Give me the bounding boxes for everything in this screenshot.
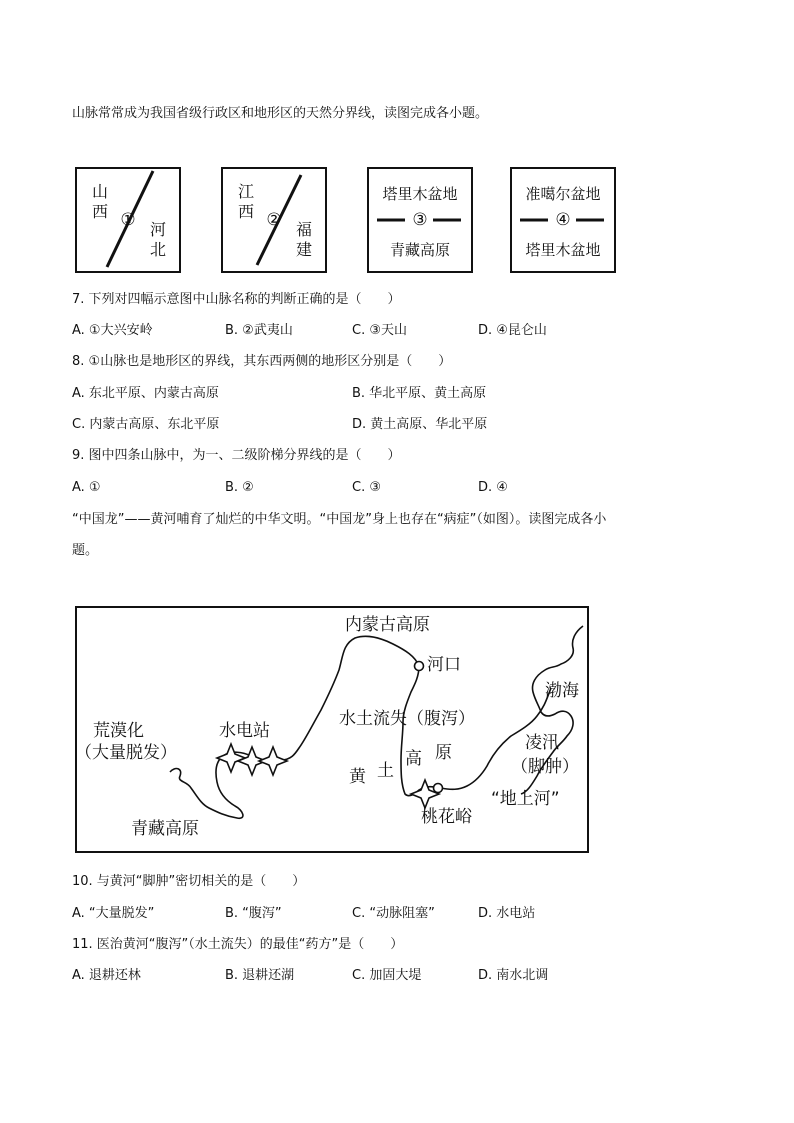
q10-option-d[interactable]: D. 水电站 [478, 906, 536, 921]
intro-paragraph-1: 山脉常常成为我国省级行政区和地形区的天然分界线，读图完成各小题。 [72, 106, 489, 121]
label-desert-2: （大量脱发） [75, 743, 177, 763]
label-num-1: ① [120, 210, 136, 230]
q8-option-d[interactable]: D. 黄土高原、华北平原 [352, 417, 488, 432]
map-frame [76, 607, 588, 852]
q11-option-a[interactable]: A. 退耕还林 [72, 968, 141, 983]
label-hekou: 河口 [427, 655, 461, 675]
label-hebei-1: 河 [149, 220, 166, 239]
q9-option-d[interactable]: D. ④ [478, 480, 508, 495]
q10-option-b[interactable]: B. “腹泻” [225, 906, 282, 921]
label-loess-3: 高 [405, 749, 422, 769]
hekou-marker [415, 662, 424, 671]
question-9-stem: 9. 图中四条山脉中，为一、二级阶梯分界线的是（ ） [72, 448, 401, 463]
label-junggar-top: 准噶尔盆地 [525, 185, 601, 203]
label-loess-2: 土 [377, 761, 394, 781]
q11-option-d[interactable]: D. 南水北调 [478, 968, 549, 983]
label-shanxi-2: 西 [91, 202, 108, 221]
q9-option-a[interactable]: A. ① [72, 480, 101, 495]
label-num-2: ② [266, 210, 282, 230]
label-desert-1: 荒漠化 [93, 721, 144, 741]
label-above-river: “地上河” [491, 789, 560, 809]
label-fujian-2: 建 [295, 240, 312, 259]
label-soil-loss: 水土流失（腹泻） [339, 709, 475, 729]
label-loess-4: 原 [435, 743, 452, 763]
question-7-stem: 7. 下列对四幅示意图中山脉名称的判断正确的是（ ） [72, 292, 401, 307]
q7-option-d[interactable]: D. ④昆仑山 [478, 323, 547, 338]
diagram-box-1 [75, 167, 181, 273]
label-fujian-1: 福 [295, 220, 312, 239]
q8-option-a[interactable]: A. 东北平原、内蒙古高原 [72, 386, 219, 401]
q8-option-b[interactable]: B. 华北平原、黄土高原 [352, 386, 487, 401]
label-qinghai-tibet-bottom: 青藏高原 [389, 241, 450, 259]
label-loess-1: 黄 [349, 767, 366, 787]
q10-option-a[interactable]: A. “大量脱发” [72, 906, 155, 921]
q7-option-b[interactable]: B. ②武夷山 [225, 323, 293, 338]
q11-option-b[interactable]: B. 退耕还湖 [225, 968, 295, 983]
label-bohai: 渤海 [545, 681, 579, 701]
label-inner-mongolia: 内蒙古高原 [345, 615, 430, 635]
intro-paragraph-2-line-1: “中国龙”——黄河哺育了灿烂的中华文明。“中国龙”身上也存在“病症”（如图）。读图完成各小 [72, 512, 607, 527]
q7-option-a[interactable]: A. ①大兴安岭 [72, 323, 153, 338]
label-ice-1: 凌汛 [525, 733, 559, 753]
q9-option-b[interactable]: B. ② [225, 480, 254, 495]
question-10-stem: 10. 与黄河“脚肿”密切相关的是（ ） [72, 874, 306, 889]
label-hydro: 水电站 [219, 721, 270, 741]
q11-option-c[interactable]: C. 加固大堤 [352, 968, 422, 983]
label-jiangxi-1: 江 [237, 182, 254, 201]
label-num-3: ③ [412, 210, 428, 230]
q8-option-c[interactable]: C. 内蒙古高原、东北平原 [72, 417, 220, 432]
q9-option-c[interactable]: C. ③ [352, 480, 381, 495]
intro-paragraph-2-line-2: 题。 [72, 543, 99, 558]
question-8-stem: 8. ①山脉也是地形区的界线，其东西两侧的地形区分别是（ ） [72, 354, 452, 369]
diagram-box-2 [221, 167, 327, 273]
label-jiangxi-2: 西 [237, 202, 254, 221]
q7-option-c[interactable]: C. ③天山 [352, 323, 407, 338]
diagram-box-4 [510, 167, 616, 273]
label-taohuayu: 桃花峪 [421, 807, 472, 827]
label-hebei-2: 北 [149, 240, 166, 259]
label-ice-2: （脚肿） [511, 757, 579, 777]
question-11-stem: 11. 医治黄河“腹泻”（水土流失）的最佳“药方”是（ ） [72, 937, 404, 952]
label-tarim-bottom: 塔里木盆地 [525, 241, 601, 259]
yellow-river-map [75, 606, 589, 853]
taohuayu-marker [434, 784, 443, 793]
label-shanxi-1: 山 [91, 182, 108, 201]
label-tarim-top: 塔里木盆地 [382, 185, 458, 203]
q10-option-c[interactable]: C. “动脉阻塞” [352, 906, 435, 921]
diagram-box-3 [367, 167, 473, 273]
label-num-4: ④ [555, 210, 571, 230]
label-qinghai-tibet: 青藏高原 [131, 819, 199, 839]
